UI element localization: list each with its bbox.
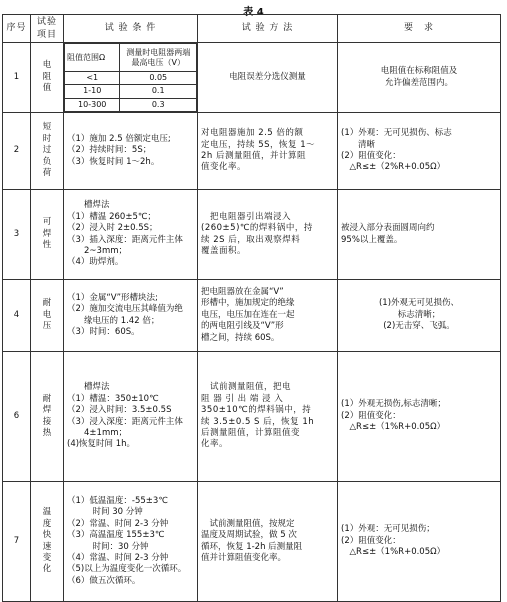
method-line: 槽之间，持续 60S。	[201, 332, 280, 343]
condition-line: （3）恢复时间 1～2h。	[67, 156, 160, 167]
row-requirement	[338, 113, 501, 190]
row-method	[198, 280, 338, 352]
item-char: 负	[42, 156, 52, 167]
method-line: 值并计算阻值变化率。	[201, 552, 287, 563]
requirement-line: (2）阻值变化：	[341, 535, 401, 546]
method-line: 的两电阻引线及“V”形	[201, 321, 284, 332]
method-line: 值变化率。	[201, 162, 247, 173]
method-line: 形槽中，施加规定的绝缘	[201, 298, 295, 309]
subtable-header-range: 阻值范围Ω	[65, 44, 120, 72]
method-line: 循环，恢复 1-2h 后测量阻	[201, 541, 303, 552]
row-condition	[64, 190, 198, 280]
requirement-line: 清晰	[341, 139, 376, 150]
condition-line: （3）时间：60S。	[67, 326, 140, 337]
method-line: 化率。	[201, 439, 229, 450]
table-caption: 表 4	[243, 7, 264, 18]
item-char: 性	[42, 240, 52, 251]
header-method: 试 验 方 法	[198, 15, 338, 43]
requirement-line: 电阻值在标称阻值及	[380, 66, 458, 77]
item-char: 耐	[42, 298, 52, 309]
method-line: 2h 后测量阻值，并计算阻	[201, 151, 306, 161]
condition-line: 时间：30 分钟	[67, 541, 149, 552]
row-number: 4	[3, 280, 31, 352]
row-method	[198, 190, 338, 280]
row-number: 2	[3, 113, 31, 190]
row-item	[31, 352, 64, 482]
row-method	[198, 482, 338, 602]
method-line: 续 3.5±0.5 S 后，恢复 1h	[201, 416, 315, 427]
header-requirement: 要 求	[338, 15, 501, 43]
item-char: 压	[42, 321, 52, 332]
row-requirement	[338, 482, 501, 602]
table-row	[3, 113, 501, 190]
item-char: 焊	[42, 405, 52, 416]
item-char: 度	[42, 518, 52, 529]
condition-line: 缘电压的 1.42 倍；	[67, 315, 160, 326]
method-line: 阻 器 引 出 端 浸 入	[201, 393, 284, 404]
condition-line: （4）助焊剂。	[67, 257, 124, 268]
item-char: 阻	[42, 71, 52, 82]
item-char: 热	[42, 427, 52, 438]
table-row	[3, 280, 501, 352]
header-row	[3, 15, 501, 43]
item-char: 耐	[42, 393, 52, 404]
condition-line: （4）常温、时间 2-3 分钟	[67, 552, 169, 563]
condition-line: （3）高温温度 155±3℃	[67, 530, 165, 541]
requirement-line: △R≤±（2%R+0.05Ω）	[341, 162, 446, 173]
subtable-cell: 0.05	[120, 72, 197, 85]
method-line: 电压，电压加在连在一起	[201, 309, 295, 320]
row-condition	[64, 113, 198, 190]
requirement-line: 95%以上覆盖。	[341, 234, 403, 245]
item-char: 变	[42, 552, 52, 563]
row-item	[31, 113, 64, 190]
method-line: 350±10℃的焊料锅中，持	[201, 405, 312, 416]
requirement-line: △R≤±（1%R+0.05Ω）	[341, 547, 446, 558]
header-no: 序号	[3, 15, 31, 43]
subtable-cell: <1	[65, 72, 120, 85]
method-line: 续 2S 后，取出观察焊料	[201, 234, 301, 245]
item-char: 电	[42, 309, 52, 320]
requirement-line: (1）外观：无可见损伤、标志	[341, 128, 452, 139]
condition-line: 槽焊法	[67, 382, 110, 393]
method-line: 试前测量阻值，按规定	[201, 518, 295, 529]
requirement-line: (2）阻值变化：	[341, 410, 401, 421]
method-line: 定电压，持续 5S，恢复 1～	[201, 139, 316, 150]
requirement-line: △R≤±（1%R+0.05Ω）	[341, 422, 446, 433]
row-requirement	[338, 352, 501, 482]
item-char: 荷	[42, 168, 52, 179]
method-line: 覆盖面积。	[201, 245, 247, 256]
row-method	[198, 43, 338, 113]
row-condition	[64, 280, 198, 352]
subtable-header-voltage: 测量时电阻器两端最高电压（V）	[120, 44, 197, 72]
row-item	[31, 43, 64, 113]
method-line: 把电阻器引出端浸入	[201, 211, 292, 222]
condition-line: （3）浸入深度：距离元件主体	[67, 416, 183, 427]
row-method	[198, 113, 338, 190]
item-char: 焊	[42, 228, 52, 239]
table-row	[3, 352, 501, 482]
method-line: 把电阻器放在金属“V”	[201, 286, 284, 297]
item-char: 接	[42, 416, 52, 427]
item-char: 值	[42, 83, 52, 94]
method-line: 后测量阻值，计算阻值变	[201, 427, 301, 438]
subtable-cell: 1-10	[65, 85, 120, 98]
table-row	[3, 190, 501, 280]
row-condition	[64, 482, 198, 602]
item-char: 可	[42, 217, 52, 228]
condition-line: （2）常温、时间 2-3 分钟	[67, 518, 169, 529]
condition-line: （6）做五次循环。	[67, 575, 141, 586]
row-number: 6	[3, 352, 31, 482]
item-char: 速	[42, 541, 52, 552]
requirement-line: (1）外观：无可见损伤；	[341, 524, 435, 535]
table-row	[3, 43, 501, 113]
condition-line: 槽焊法	[67, 200, 110, 211]
item-char: 短	[42, 122, 52, 133]
header-item: 试验项目	[31, 15, 64, 43]
row-condition	[64, 352, 198, 482]
condition-line: （1）低温温度：-55±3℃	[67, 495, 168, 506]
requirement-line: (1)外观无可见损伤、	[378, 298, 460, 309]
row-item	[31, 190, 64, 280]
condition-line: 4±1mm；	[67, 427, 127, 438]
item-char: 快	[42, 530, 52, 541]
condition-line: (4)恢复时间 1h。	[67, 439, 136, 450]
condition-line: （1）金属“V”形槽块法;	[67, 292, 158, 303]
voltage-subtable	[64, 43, 197, 112]
method-line: 电阻误差分选仪测量	[229, 71, 306, 82]
requirement-line: 允许偏差范围内。	[384, 77, 453, 88]
requirement-line: (2）阻值变化：	[341, 151, 401, 161]
subtable-cell: 10-300	[65, 98, 120, 111]
requirement-line: 被浸入部分表面圆周向约	[341, 223, 435, 234]
method-line: 试前测量阻值，把电	[201, 382, 292, 393]
table-row	[3, 482, 501, 602]
condition-line: 时间 30 分钟	[67, 507, 143, 518]
method-line: 温度及周期试验，做 5 次	[201, 530, 297, 541]
row-requirement	[338, 43, 501, 113]
header-condition: 试 验 条 件	[64, 15, 198, 43]
condition-line: （5)以上为温度变化一次循环。	[67, 564, 187, 575]
row-number: 7	[3, 482, 31, 602]
condition-line: （1）槽温 260±5℃；	[67, 211, 156, 222]
condition-line: （2）持续时间：5S；	[67, 145, 152, 156]
condition-subtable-cell	[64, 43, 198, 113]
row-requirement	[338, 190, 501, 280]
requirement-line: 标志清晰；	[397, 309, 441, 320]
item-char: 化	[42, 564, 52, 575]
condition-line: （2）浸入时间：3.5±0.5S	[67, 405, 172, 416]
method-line: (260±5)℃的焊料锅中，持	[201, 223, 313, 234]
item-char: 电	[42, 60, 52, 71]
row-item	[31, 280, 64, 352]
method-line: 对电阻器施加 2.5 倍的额	[201, 128, 304, 139]
condition-line: （2）施加交流电压其峰值为绝	[67, 304, 183, 315]
item-char: 温	[42, 507, 52, 518]
condition-line: 2~3mm；	[67, 245, 127, 256]
item-char: 过	[42, 145, 52, 156]
condition-line: （1）施加 2.5 倍额定电压;	[67, 133, 171, 144]
condition-line: （3）插入深度：距离元件主体	[67, 234, 183, 245]
item-char: 时	[42, 133, 52, 144]
subtable-cell: 0.1	[120, 85, 197, 98]
requirement-line: (2)无击穿、飞弧。	[383, 321, 455, 332]
requirement-line: (1）外观无损伤,标志清晰；	[341, 399, 446, 410]
subtable-cell: 0.3	[120, 98, 197, 111]
row-requirement	[338, 280, 501, 352]
row-method	[198, 352, 338, 482]
row-item	[31, 482, 64, 602]
condition-line: （2）浸入时 2±0.5S；	[67, 223, 158, 234]
row-number: 1	[3, 43, 31, 113]
condition-line: （1）槽温：350±10℃	[67, 393, 159, 404]
test-table	[2, 14, 501, 602]
row-number: 3	[3, 190, 31, 280]
